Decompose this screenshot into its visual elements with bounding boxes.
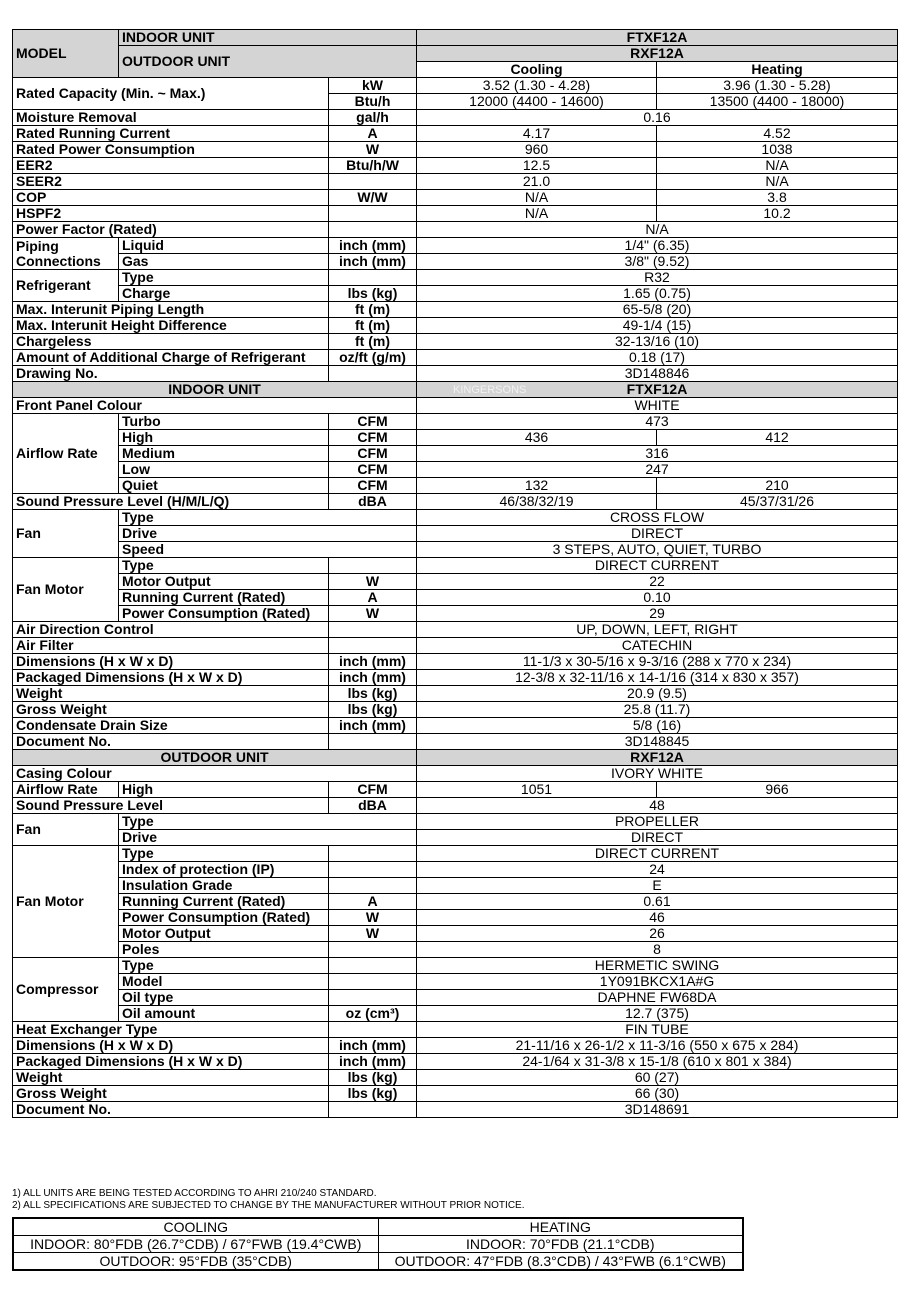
table-row xyxy=(13,1038,898,1054)
row-label: SEER2 xyxy=(13,174,329,190)
table-row xyxy=(13,526,898,542)
watermark-text: KINGERSONS xyxy=(453,384,527,396)
indoor-model: FTXF12A xyxy=(417,30,898,46)
indoor-unit-label: INDOOR UNIT xyxy=(119,30,417,46)
value-cell: 25.8 (11.7) xyxy=(417,702,898,718)
unit-cell xyxy=(329,366,417,382)
unit-cell: W xyxy=(329,926,417,942)
row-label: Packaged Dimensions (H x W x D) xyxy=(13,1054,329,1070)
value-cell: 26 xyxy=(417,926,898,942)
unit-cell: inch (mm) xyxy=(329,718,417,734)
table-row xyxy=(13,686,898,702)
cooling-value-cell: 3.52 (1.30 - 4.28) xyxy=(417,78,657,94)
unit-cell xyxy=(329,942,417,958)
value-cell: 247 xyxy=(417,462,898,478)
value-cell: 8 xyxy=(417,942,898,958)
value-cell: 0.16 xyxy=(417,110,898,126)
group-label: Fan Motor xyxy=(13,558,119,622)
table-row xyxy=(13,382,898,398)
row-label: Condensate Drain Size xyxy=(13,718,329,734)
table-row xyxy=(13,926,898,942)
row-label: Dimensions (H x W x D) xyxy=(13,1038,329,1054)
unit-cell: inch (mm) xyxy=(329,1038,417,1054)
value-cell: 12.7 (375) xyxy=(417,1006,898,1022)
table-row xyxy=(13,462,898,478)
sub-label: Oil type xyxy=(119,990,329,1006)
row-label: Amount of Additional Charge of Refrigerant xyxy=(13,350,329,366)
unit-cell: inch (mm) xyxy=(329,238,417,254)
unit-cell: lbs (kg) xyxy=(329,686,417,702)
unit-cell: inch (mm) xyxy=(329,670,417,686)
sub-label: Type xyxy=(119,510,417,526)
indoor-model-text: FTXF12A xyxy=(626,381,688,397)
unit-cell xyxy=(329,206,417,222)
table-row xyxy=(13,254,898,270)
value-cell: IVORY WHITE xyxy=(417,766,898,782)
value-cell: CROSS FLOW xyxy=(417,510,898,526)
sub-label: High xyxy=(119,782,329,798)
value-cell: 21-11/16 x 26-1/2 x 11-3/16 (550 x 675 x 284) xyxy=(417,1038,898,1054)
unit-cell: inch (mm) xyxy=(329,254,417,270)
row-label: Air Filter xyxy=(13,638,329,654)
table-row xyxy=(13,142,898,158)
group-label: Compressor xyxy=(13,958,119,1022)
table-row xyxy=(13,1086,898,1102)
value-cell: HERMETIC SWING xyxy=(417,958,898,974)
value-cell: 20.9 (9.5) xyxy=(417,686,898,702)
unit-cell: CFM xyxy=(329,414,417,430)
value-cell: DIRECT CURRENT xyxy=(417,846,898,862)
heating-value-cell: 966 xyxy=(657,782,898,798)
row-label: Gross Weight xyxy=(13,702,329,718)
sub-label: Liquid xyxy=(119,238,329,254)
unit-cell: lbs (kg) xyxy=(329,1070,417,1086)
value-cell: 32-13/16 (10) xyxy=(417,334,898,350)
row-label: Gross Weight xyxy=(13,1086,329,1102)
sub-label: Power Consumption (Rated) xyxy=(119,606,329,622)
value-cell: 60 (27) xyxy=(417,1070,898,1086)
table-row xyxy=(13,46,898,62)
row-label: Document No. xyxy=(13,734,329,750)
unit-cell xyxy=(329,270,417,286)
row-label: Drawing No. xyxy=(13,366,329,382)
row-label: Airflow Rate xyxy=(13,782,119,798)
model-label: MODEL xyxy=(13,30,119,78)
unit-cell: lbs (kg) xyxy=(329,286,417,302)
row-label: Casing Colour xyxy=(13,766,417,782)
value-cell: CATECHIN xyxy=(417,638,898,654)
value-cell: 1/4" (6.35) xyxy=(417,238,898,254)
value-cell: DAPHNE FW68DA xyxy=(417,990,898,1006)
table-row xyxy=(13,654,898,670)
table-row xyxy=(13,798,898,814)
test-conditions-table xyxy=(12,1217,744,1271)
table-row xyxy=(13,30,898,46)
table-row xyxy=(13,206,898,222)
table-row xyxy=(13,190,898,206)
heating-value-cell: 3.96 (1.30 - 5.28) xyxy=(657,78,898,94)
sub-label: Medium xyxy=(119,446,329,462)
sub-label: Turbo xyxy=(119,414,329,430)
value-cell: 3D148846 xyxy=(417,366,898,382)
value-cell: 12-3/8 x 32-11/16 x 14-1/16 (314 x 830 x 357) xyxy=(417,670,898,686)
row-label: Front Panel Colour xyxy=(13,398,417,414)
value-cell: DIRECT xyxy=(417,830,898,846)
unit-cell: Btu/h/W xyxy=(329,158,417,174)
sub-label: Model xyxy=(119,974,329,990)
unit-cell xyxy=(329,638,417,654)
table-row xyxy=(13,1070,898,1086)
table-row xyxy=(13,942,898,958)
table-row xyxy=(13,1054,898,1070)
spec-table xyxy=(12,29,898,1118)
table-row xyxy=(13,110,898,126)
sub-label: Quiet xyxy=(119,478,329,494)
unit-cell: lbs (kg) xyxy=(329,702,417,718)
row-label: Air Direction Control xyxy=(13,622,329,638)
value-cell: 29 xyxy=(417,606,898,622)
value-cell: PROPELLER xyxy=(417,814,898,830)
value-cell: 48 xyxy=(417,798,898,814)
unit-cell: dBA xyxy=(329,494,417,510)
table-row xyxy=(13,510,898,526)
sub-label: Oil amount xyxy=(119,1006,329,1022)
heating-outdoor: OUTDOOR: 47°FDB (8.3°CDB) / 43°FWB (6.1°CWB) xyxy=(378,1253,743,1271)
table-row xyxy=(13,718,898,734)
cooling-value-cell: 960 xyxy=(417,142,657,158)
table-row xyxy=(13,558,898,574)
group-label: Fan xyxy=(13,510,119,558)
value-cell: 3/8" (9.52) xyxy=(417,254,898,270)
unit-cell xyxy=(329,846,417,862)
cooling-value-cell: 46/38/32/19 xyxy=(417,494,657,510)
footnote-2: 2) ALL SPECIFICATIONS ARE SUBJECTED TO CHANGE BY THE MANUFACTURER WITHOUT PRIOR NOTICE. xyxy=(12,1200,525,1211)
row-label: Sound Pressure Level xyxy=(13,798,329,814)
value-cell: E xyxy=(417,878,898,894)
sub-label: Power Consumption (Rated) xyxy=(119,910,329,926)
table-row xyxy=(13,574,898,590)
value-cell: 66 (30) xyxy=(417,1086,898,1102)
cooling-indoor: INDOOR: 80°FDB (26.7°CDB) / 67°FWB (19.4°CWB) xyxy=(13,1236,378,1253)
sub-label: Type xyxy=(119,558,329,574)
value-cell: 3 STEPS, AUTO, QUIET, TURBO xyxy=(417,542,898,558)
heating-value-cell: 210 xyxy=(657,478,898,494)
value-cell: 11-1/3 x 30-5/16 x 9-3/16 (288 x 770 x 234) xyxy=(417,654,898,670)
table-row xyxy=(13,670,898,686)
sub-label: Insulation Grade xyxy=(119,878,329,894)
group-label: Airflow Rate xyxy=(13,414,119,494)
table-row xyxy=(13,878,898,894)
table-row xyxy=(13,590,898,606)
row-label: Max. Interunit Piping Length xyxy=(13,302,329,318)
unit-cell: A xyxy=(329,590,417,606)
unit-cell: oz (cm³) xyxy=(329,1006,417,1022)
sub-label: Running Current (Rated) xyxy=(119,894,329,910)
heating-title: HEATING xyxy=(378,1218,743,1236)
unit-cell: CFM xyxy=(329,462,417,478)
value-cell: 49-1/4 (15) xyxy=(417,318,898,334)
table-row xyxy=(13,126,898,142)
unit-cell: W xyxy=(329,910,417,926)
unit-cell xyxy=(329,974,417,990)
unit-cell: kW xyxy=(329,78,417,94)
row-label: HSPF2 xyxy=(13,206,329,222)
outdoor-section-title: OUTDOOR UNIT xyxy=(13,750,417,766)
unit-cell xyxy=(329,174,417,190)
heating-value-cell: N/A xyxy=(657,174,898,190)
value-cell: FIN TUBE xyxy=(417,1022,898,1038)
value-cell: R32 xyxy=(417,270,898,286)
heating-indoor: INDOOR: 70°FDB (21.1°CDB) xyxy=(378,1236,743,1253)
row-label: COP xyxy=(13,190,329,206)
table-row xyxy=(13,1022,898,1038)
table-row xyxy=(13,782,898,798)
table-row xyxy=(13,174,898,190)
heating-value-cell: 3.8 xyxy=(657,190,898,206)
value-cell: 1Y091BKCX1A#G xyxy=(417,974,898,990)
heating-value-cell: 10.2 xyxy=(657,206,898,222)
table-row xyxy=(13,862,898,878)
unit-cell: W xyxy=(329,574,417,590)
sub-label: Type xyxy=(119,958,329,974)
value-cell: UP, DOWN, LEFT, RIGHT xyxy=(417,622,898,638)
unit-cell: Btu/h xyxy=(329,94,417,110)
table-row xyxy=(13,238,898,254)
unit-cell xyxy=(329,1102,417,1118)
unit-cell xyxy=(329,990,417,1006)
unit-cell: CFM xyxy=(329,446,417,462)
unit-cell: W xyxy=(329,142,417,158)
sub-label: Poles xyxy=(119,942,329,958)
sub-label: Type xyxy=(119,270,329,286)
row-label: Rated Capacity (Min. ~ Max.) xyxy=(13,78,329,110)
value-cell: 3D148691 xyxy=(417,1102,898,1118)
row-label: Packaged Dimensions (H x W x D) xyxy=(13,670,329,686)
row-label: Weight xyxy=(13,686,329,702)
value-cell: 24-1/64 x 31-3/8 x 15-1/8 (610 x 801 x 384) xyxy=(417,1054,898,1070)
footnotes xyxy=(12,1188,525,1212)
unit-cell: dBA xyxy=(329,798,417,814)
cooling-value-cell: 21.0 xyxy=(417,174,657,190)
table-row xyxy=(13,366,898,382)
table-row xyxy=(13,958,898,974)
value-cell: 473 xyxy=(417,414,898,430)
value-cell: 46 xyxy=(417,910,898,926)
table-row xyxy=(13,830,898,846)
group-label: Fan Motor xyxy=(13,846,119,958)
unit-cell: ft (m) xyxy=(329,302,417,318)
unit-cell xyxy=(329,222,417,238)
table-row xyxy=(13,478,898,494)
footnote-1: 1) ALL UNITS ARE BEING TESTED ACCORDING TO AHRI 210/240 STANDARD. xyxy=(12,1188,377,1199)
value-cell: WHITE xyxy=(417,398,898,414)
cooling-value-cell: 4.17 xyxy=(417,126,657,142)
row-label: Dimensions (H x W x D) xyxy=(13,654,329,670)
cooling-outdoor: OUTDOOR: 95°FDB (35°CDB) xyxy=(13,1253,378,1271)
sub-label: Gas xyxy=(119,254,329,270)
unit-cell: CFM xyxy=(329,430,417,446)
unit-cell xyxy=(329,878,417,894)
sub-label: Motor Output xyxy=(119,926,329,942)
value-cell: N/A xyxy=(417,222,898,238)
cooling-value-cell: N/A xyxy=(417,190,657,206)
value-cell: DIRECT CURRENT xyxy=(417,558,898,574)
cooling-value-cell: N/A xyxy=(417,206,657,222)
value-cell: 0.10 xyxy=(417,590,898,606)
sub-label: Motor Output xyxy=(119,574,329,590)
unit-cell: CFM xyxy=(329,478,417,494)
outdoor-unit-label: OUTDOOR UNIT xyxy=(119,46,417,78)
table-row xyxy=(13,734,898,750)
unit-cell: ft (m) xyxy=(329,334,417,350)
unit-cell xyxy=(329,1022,417,1038)
row-label: Sound Pressure Level (H/M/L/Q) xyxy=(13,494,329,510)
unit-cell: lbs (kg) xyxy=(329,1086,417,1102)
unit-cell: W/W xyxy=(329,190,417,206)
heating-value-cell: 13500 (4400 - 18000) xyxy=(657,94,898,110)
cooling-header: Cooling xyxy=(417,62,657,78)
heating-value-cell: 1038 xyxy=(657,142,898,158)
row-label: Heat Exchanger Type xyxy=(13,1022,329,1038)
table-row xyxy=(13,158,898,174)
table-row xyxy=(13,702,898,718)
row-label: Moisture Removal xyxy=(13,110,329,126)
table-row xyxy=(13,222,898,238)
row-label: Rated Running Current xyxy=(13,126,329,142)
unit-cell xyxy=(329,862,417,878)
table-row xyxy=(13,542,898,558)
table-row xyxy=(13,430,898,446)
heating-value-cell: 45/37/31/26 xyxy=(657,494,898,510)
table-row xyxy=(13,334,898,350)
heating-header: Heating xyxy=(657,62,898,78)
sub-label: Charge xyxy=(119,286,329,302)
table-row xyxy=(13,270,898,286)
table-row xyxy=(13,494,898,510)
value-cell: 65-5/8 (20) xyxy=(417,302,898,318)
outdoor-model: RXF12A xyxy=(417,46,898,62)
table-row xyxy=(13,398,898,414)
sub-label: High xyxy=(119,430,329,446)
value-cell: 1.65 (0.75) xyxy=(417,286,898,302)
value-cell: 0.61 xyxy=(417,894,898,910)
table-row xyxy=(13,638,898,654)
sub-label: Type xyxy=(119,814,417,830)
value-cell: 24 xyxy=(417,862,898,878)
value-cell: 3D148845 xyxy=(417,734,898,750)
row-label: EER2 xyxy=(13,158,329,174)
sub-label: Speed xyxy=(119,542,417,558)
table-row xyxy=(13,846,898,862)
table-row xyxy=(13,766,898,782)
unit-cell xyxy=(329,622,417,638)
sub-label: Low xyxy=(119,462,329,478)
row-label: Weight xyxy=(13,1070,329,1086)
unit-cell: gal/h xyxy=(329,110,417,126)
row-label: Max. Interunit Height Difference xyxy=(13,318,329,334)
heating-value-cell: 4.52 xyxy=(657,126,898,142)
table-row xyxy=(13,974,898,990)
table-row xyxy=(13,318,898,334)
table-row xyxy=(13,622,898,638)
indoor-section-title: INDOOR UNIT xyxy=(13,382,417,398)
cooling-value-cell: 132 xyxy=(417,478,657,494)
row-label: Chargeless xyxy=(13,334,329,350)
table-row xyxy=(13,894,898,910)
unit-cell: A xyxy=(329,126,417,142)
row-label: Rated Power Consumption xyxy=(13,142,329,158)
sub-label: Index of protection (IP) xyxy=(119,862,329,878)
group-label: Fan xyxy=(13,814,119,846)
indoor-section-model xyxy=(417,382,898,398)
cooling-value-cell: 1051 xyxy=(417,782,657,798)
sub-label: Drive xyxy=(119,526,417,542)
unit-cell: CFM xyxy=(329,782,417,798)
value-cell: 5/8 (16) xyxy=(417,718,898,734)
unit-cell: oz/ft (g/m) xyxy=(329,350,417,366)
table-row xyxy=(13,814,898,830)
table-row xyxy=(13,414,898,430)
unit-cell: inch (mm) xyxy=(329,1054,417,1070)
value-cell: 22 xyxy=(417,574,898,590)
row-label: Power Factor (Rated) xyxy=(13,222,329,238)
unit-cell xyxy=(329,558,417,574)
sub-label: Drive xyxy=(119,830,417,846)
unit-cell xyxy=(329,734,417,750)
sub-label: Type xyxy=(119,846,329,862)
unit-cell: ft (m) xyxy=(329,318,417,334)
unit-cell xyxy=(329,958,417,974)
cooling-value-cell: 12.5 xyxy=(417,158,657,174)
heating-value-cell: N/A xyxy=(657,158,898,174)
unit-cell: A xyxy=(329,894,417,910)
table-row xyxy=(13,286,898,302)
value-cell: DIRECT xyxy=(417,526,898,542)
table-row xyxy=(13,446,898,462)
table-row xyxy=(13,990,898,1006)
table-row xyxy=(13,1006,898,1022)
value-cell: 0.18 (17) xyxy=(417,350,898,366)
unit-cell: inch (mm) xyxy=(329,654,417,670)
row-label: Document No. xyxy=(13,1102,329,1118)
cooling-title: COOLING xyxy=(13,1218,378,1236)
value-cell: 316 xyxy=(417,446,898,462)
cooling-value-cell: 12000 (4400 - 14600) xyxy=(417,94,657,110)
group-label: Refrigerant xyxy=(13,270,119,302)
table-row xyxy=(13,1102,898,1118)
unit-cell: W xyxy=(329,606,417,622)
group-label: Piping Connections xyxy=(13,238,119,270)
table-row xyxy=(13,606,898,622)
outdoor-section-model: RXF12A xyxy=(417,750,898,766)
table-row xyxy=(13,750,898,766)
table-row xyxy=(13,302,898,318)
table-row xyxy=(13,350,898,366)
heating-value-cell: 412 xyxy=(657,430,898,446)
table-row xyxy=(13,910,898,926)
sub-label: Running Current (Rated) xyxy=(119,590,329,606)
cooling-value-cell: 436 xyxy=(417,430,657,446)
table-row xyxy=(13,78,898,94)
